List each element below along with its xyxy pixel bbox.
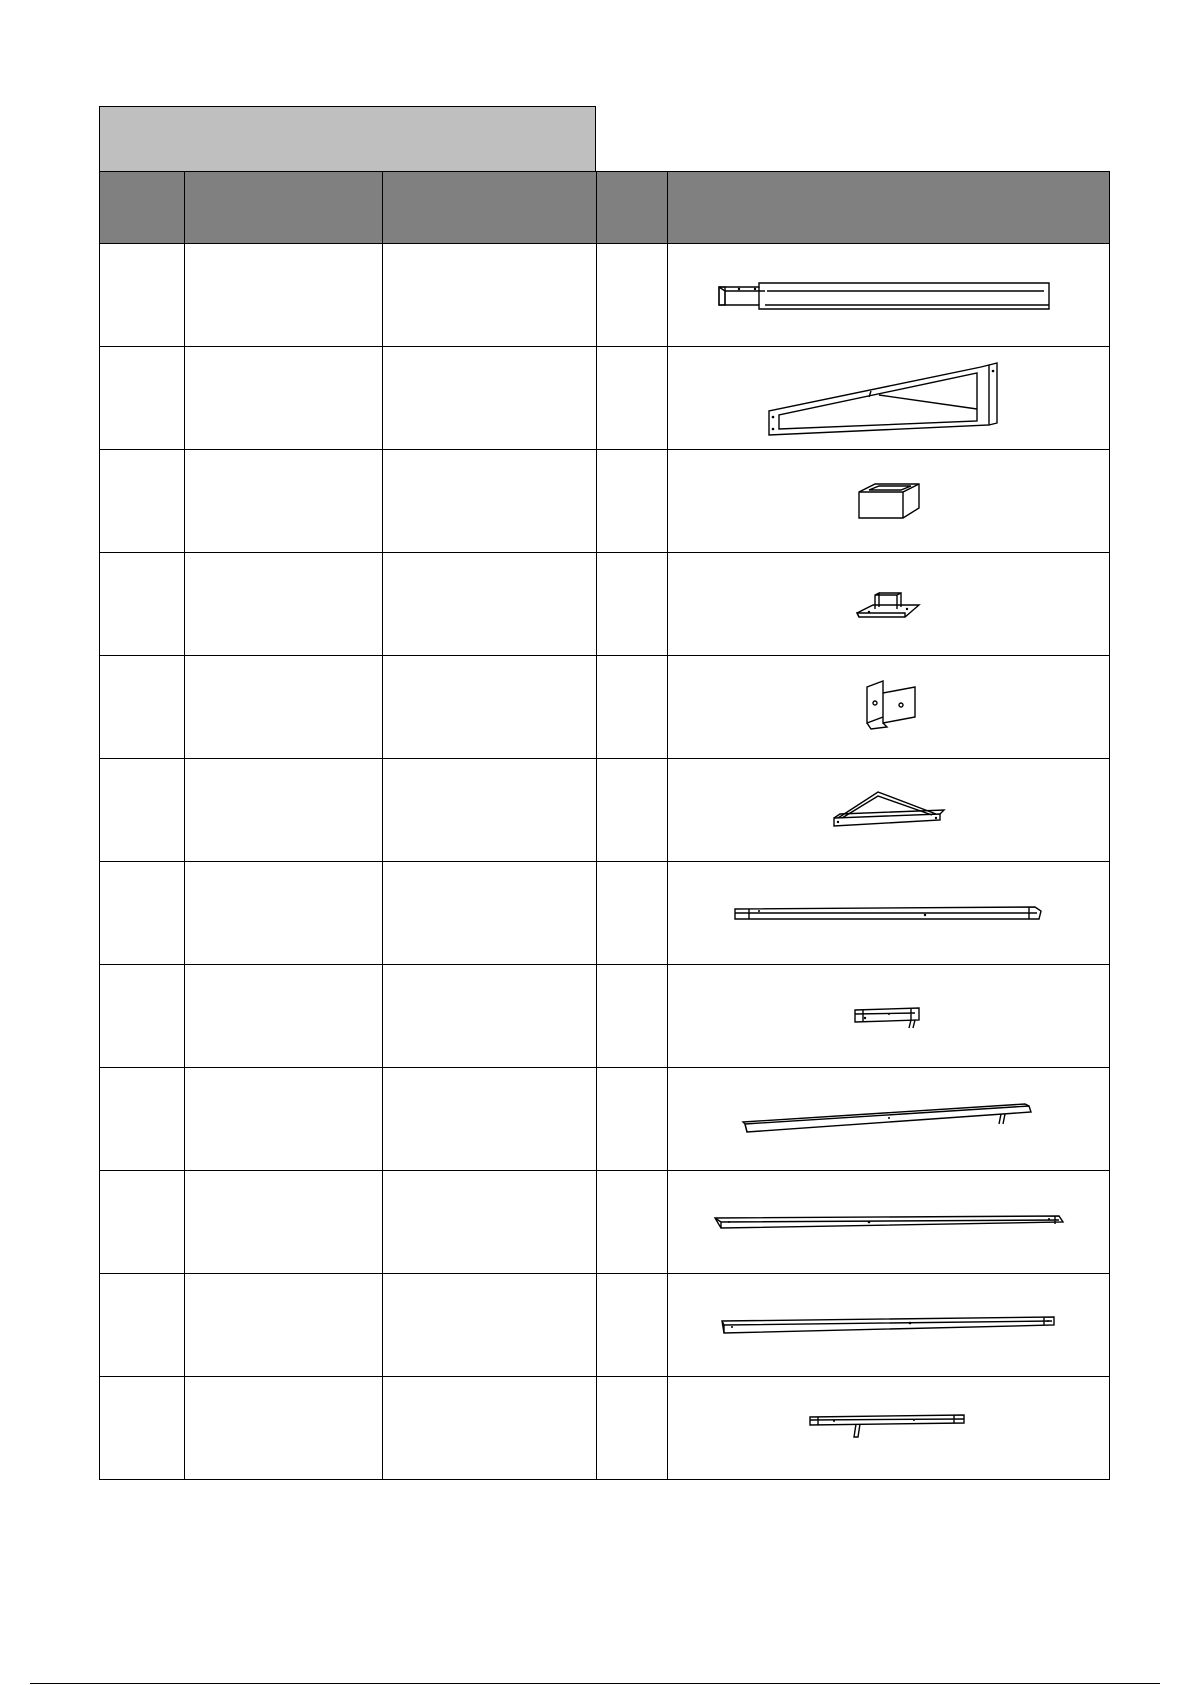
cell-no <box>100 1171 185 1274</box>
cell-qty <box>597 1171 668 1274</box>
cell-name <box>185 1171 383 1274</box>
cell-qty <box>597 759 668 862</box>
cell-no <box>100 347 185 450</box>
cell-image <box>668 450 1110 553</box>
cell-spec <box>383 759 597 862</box>
table-title-box <box>99 106 596 172</box>
table-row <box>100 553 1110 656</box>
short-rail-with-peg-icon <box>804 1403 974 1453</box>
cell-image <box>668 347 1110 450</box>
cell-qty <box>597 1377 668 1480</box>
u-bracket-icon <box>849 677 929 737</box>
table-row <box>100 1274 1110 1377</box>
table-row <box>100 450 1110 553</box>
table-row <box>100 244 1110 347</box>
cell-qty <box>597 656 668 759</box>
cell-image <box>668 862 1110 965</box>
table-header-row <box>100 172 1110 244</box>
cell-image <box>668 244 1110 347</box>
table-row <box>100 965 1110 1068</box>
cell-name <box>185 656 383 759</box>
cell-no <box>100 862 185 965</box>
cell-image <box>668 656 1110 759</box>
header-spec <box>383 172 597 244</box>
cell-qty <box>597 244 668 347</box>
header-qty <box>597 172 668 244</box>
cell-spec <box>383 244 597 347</box>
long-channel-beam-icon <box>709 1202 1069 1242</box>
cell-spec <box>383 656 597 759</box>
angled-rail-icon <box>739 1094 1039 1144</box>
table-row <box>100 347 1110 450</box>
square-tube-post-icon <box>709 265 1069 325</box>
cell-no <box>100 965 185 1068</box>
channel-beam-icon <box>714 1305 1064 1345</box>
cell-image <box>668 553 1110 656</box>
cell-qty <box>597 1274 668 1377</box>
table-row <box>100 862 1110 965</box>
header-name <box>185 172 383 244</box>
cell-spec <box>383 1377 597 1480</box>
cell-spec <box>383 450 597 553</box>
table-row <box>100 1377 1110 1480</box>
cell-name <box>185 450 383 553</box>
cell-no <box>100 1377 185 1480</box>
cell-qty <box>597 553 668 656</box>
cell-name <box>185 244 383 347</box>
cell-image <box>668 1377 1110 1480</box>
parts-table <box>99 171 1110 1480</box>
base-plate-icon <box>849 579 929 629</box>
short-rail-connector-icon <box>849 996 929 1036</box>
cell-name <box>185 347 383 450</box>
cell-qty <box>597 450 668 553</box>
cell-spec <box>383 1068 597 1171</box>
cell-image <box>668 1171 1110 1274</box>
header-image <box>668 172 1110 244</box>
cell-qty <box>597 1068 668 1171</box>
long-rail-icon <box>729 893 1049 933</box>
cell-no <box>100 759 185 862</box>
cell-image <box>668 759 1110 862</box>
cell-spec <box>383 553 597 656</box>
post-base-cover-icon <box>849 476 929 526</box>
cell-spec <box>383 1274 597 1377</box>
cell-name <box>185 862 383 965</box>
cell-name <box>185 759 383 862</box>
header-no <box>100 172 185 244</box>
cell-qty <box>597 347 668 450</box>
cell-no <box>100 450 185 553</box>
bottom-rule <box>30 1683 1160 1684</box>
cell-image <box>668 965 1110 1068</box>
cell-image <box>668 1274 1110 1377</box>
cell-name <box>185 1068 383 1171</box>
cell-spec <box>383 862 597 965</box>
cell-image <box>668 1068 1110 1171</box>
triangular-bracket-frame-icon <box>759 353 1019 443</box>
table-row <box>100 1068 1110 1171</box>
cell-no <box>100 244 185 347</box>
cell-spec <box>383 1171 597 1274</box>
cell-name <box>185 1274 383 1377</box>
cell-no <box>100 1068 185 1171</box>
table-row <box>100 759 1110 862</box>
cell-name <box>185 965 383 1068</box>
cell-spec <box>383 347 597 450</box>
cell-no <box>100 1274 185 1377</box>
cell-no <box>100 656 185 759</box>
cell-qty <box>597 862 668 965</box>
cell-name <box>185 1377 383 1480</box>
triangle-truss-icon <box>824 780 954 840</box>
cell-name <box>185 553 383 656</box>
table-row <box>100 656 1110 759</box>
cell-spec <box>383 965 597 1068</box>
cell-qty <box>597 965 668 1068</box>
cell-no <box>100 553 185 656</box>
table-row <box>100 1171 1110 1274</box>
